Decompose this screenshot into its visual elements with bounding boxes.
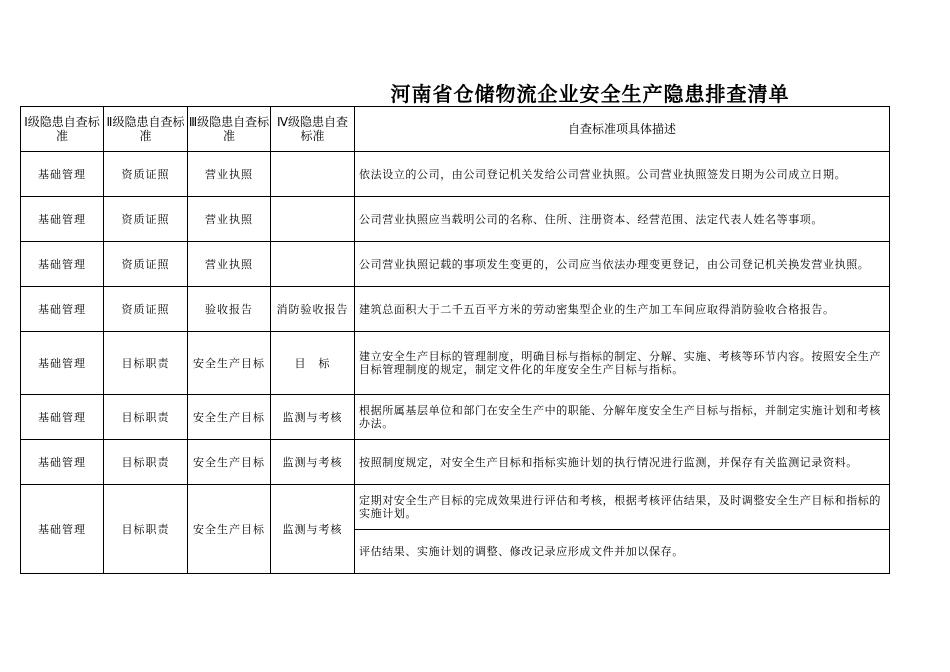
level4-cell: 监测与考核 <box>271 395 355 440</box>
header-description: 自查标准项具体描述 <box>355 107 890 152</box>
description-cell: 根据所属基层单位和部门在安全生产中的职能、分解年度安全生产目标与指标，并制定实施计划和考核办法。 <box>355 395 890 440</box>
level3-cell: 安全生产目标 <box>188 440 271 485</box>
header-level1: Ⅰ级隐患自查标准 <box>21 107 104 152</box>
description-cell: 建立安全生产目标的管理制度，明确目标与指标的制定、分解、实施、考核等环节内容。按照安全生产目标管理制度的规定，制定文件化的年度安全生产目标与指标。 <box>355 332 890 395</box>
level1-cell: 基础管理 <box>21 242 104 287</box>
level2-cell: 目标职责 <box>104 332 188 395</box>
level1-cell: 基础管理 <box>21 395 104 440</box>
description-cell: 建筑总面积大于二千五百平方米的劳动密集型企业的生产加工车间应取得消防验收合格报告。 <box>355 287 890 332</box>
description-cell: 评估结果、实施计划的调整、修改记录应形成文件并加以保存。 <box>355 530 890 574</box>
table-row <box>21 242 890 287</box>
level3-cell: 安全生产目标 <box>188 395 271 440</box>
level2-cell: 目标职责 <box>104 440 188 485</box>
level2-cell: 资质证照 <box>104 242 188 287</box>
header-row <box>21 107 890 152</box>
description-cell: 按照制度规定，对安全生产目标和指标实施计划的执行情况进行监测，并保存有关监测记录资料。 <box>355 440 890 485</box>
table-row <box>21 332 890 395</box>
description-cell: 公司营业执照应当载明公司的名称、住所、注册资本、经营范围、法定代表人姓名等事项。 <box>355 197 890 242</box>
level2-cell: 资质证照 <box>104 197 188 242</box>
page-title: 河南省仓储物流企业安全生产隐患排查清单 <box>390 82 790 106</box>
level1-cell: 基础管理 <box>21 152 104 197</box>
level4-cell: 监测与考核 <box>271 485 355 574</box>
level1-cell: 基础管理 <box>21 287 104 332</box>
table-row <box>21 485 890 530</box>
header-level4: Ⅳ级隐患自查标准 <box>271 107 355 152</box>
level4-cell <box>271 152 355 197</box>
table-row <box>21 440 890 485</box>
level3-cell: 验收报告 <box>188 287 271 332</box>
level4-cell <box>271 242 355 287</box>
level4-cell: 监测与考核 <box>271 440 355 485</box>
level4-cell: 消防验收报告 <box>271 287 355 332</box>
level3-cell: 营业执照 <box>188 152 271 197</box>
description-cell: 依法设立的公司，由公司登记机关发给公司营业执照。公司营业执照签发日期为公司成立日期。 <box>355 152 890 197</box>
level3-cell: 营业执照 <box>188 197 271 242</box>
level3-cell: 安全生产目标 <box>188 485 271 574</box>
level3-cell: 营业执照 <box>188 242 271 287</box>
level4-cell <box>271 197 355 242</box>
level2-cell: 目标职责 <box>104 485 188 574</box>
level2-cell: 资质证照 <box>104 152 188 197</box>
table-row <box>21 395 890 440</box>
description-cell: 定期对安全生产目标的完成效果进行评估和考核，根据考核评估结果，及时调整安全生产目标和指标的实施计划。 <box>355 485 890 530</box>
level1-cell: 基础管理 <box>21 485 104 574</box>
description-cell: 公司营业执照记载的事项发生变更的，公司应当依法办理变更登记，由公司登记机关换发营业执照。 <box>355 242 890 287</box>
level3-cell: 安全生产目标 <box>188 332 271 395</box>
level1-cell: 基础管理 <box>21 197 104 242</box>
level2-cell: 目标职责 <box>104 395 188 440</box>
level2-cell: 资质证照 <box>104 287 188 332</box>
table-row <box>21 197 890 242</box>
level1-cell: 基础管理 <box>21 440 104 485</box>
header-level2: Ⅱ级隐患自查标准 <box>104 107 188 152</box>
header-level3: Ⅲ级隐患自查标准 <box>188 107 271 152</box>
table-row <box>21 152 890 197</box>
level4-cell: 目 标 <box>271 332 355 395</box>
level1-cell: 基础管理 <box>21 332 104 395</box>
checklist-table <box>20 106 890 574</box>
table-row <box>21 287 890 332</box>
